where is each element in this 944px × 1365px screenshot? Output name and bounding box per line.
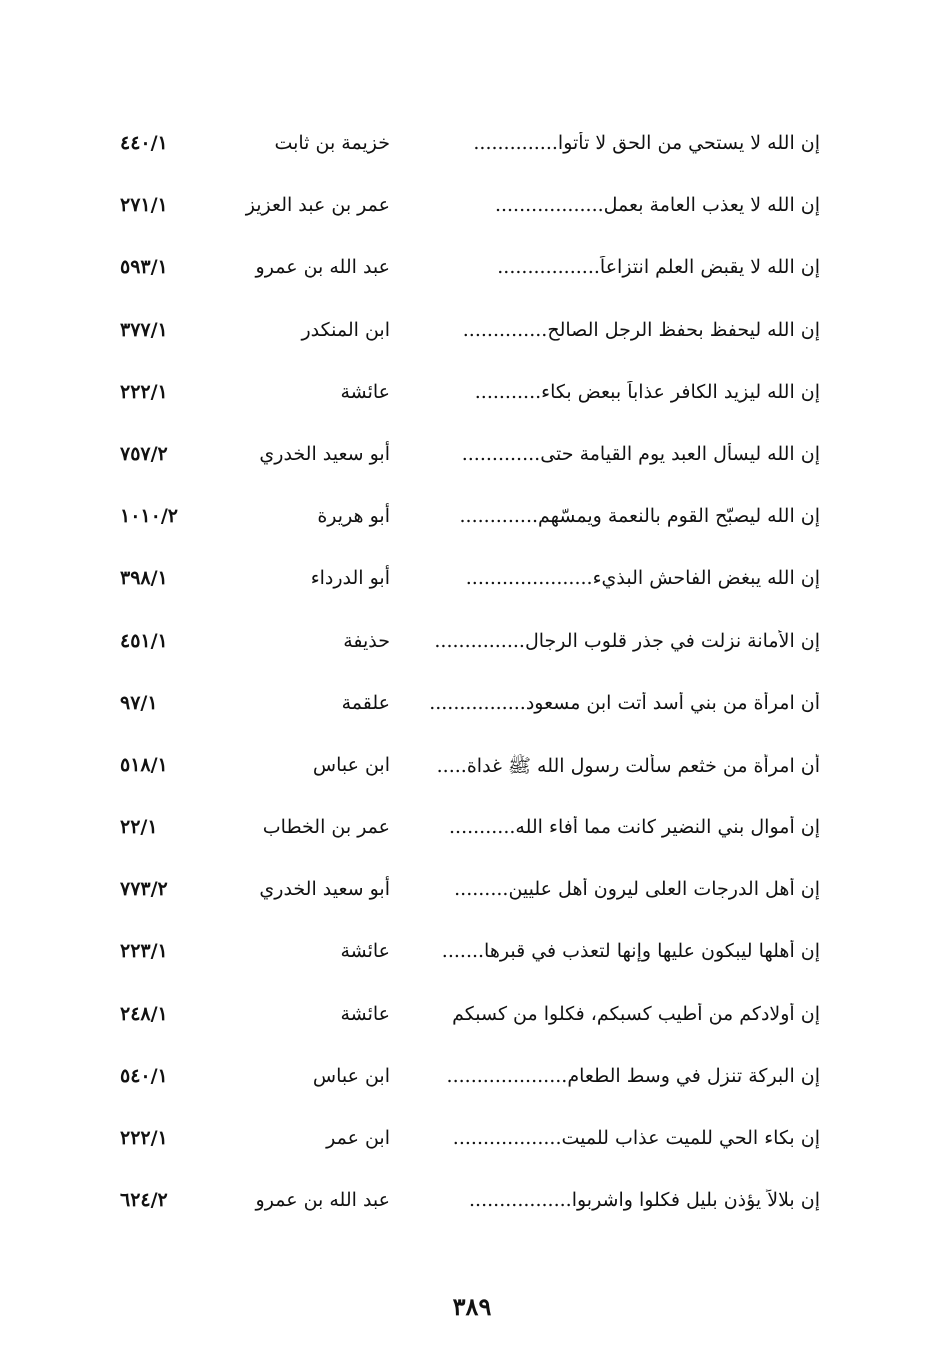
index-entry xyxy=(120,930,820,992)
narrator-name: خزيمة بن ثابت xyxy=(274,132,390,154)
hadith-text: إن الله لا يقبض العلم انتزاعاً................. xyxy=(497,256,820,279)
hadith-text: إن أولادكم من أطيب كسبكم، فكلوا من كسبكم xyxy=(452,1002,820,1025)
index-entry xyxy=(120,495,820,557)
narrator-name: حذيفة xyxy=(343,629,390,652)
volume-page-ref: ٤٤٠/١ xyxy=(120,132,168,154)
narrator-name: ابن عمر xyxy=(326,1127,390,1149)
narrator-name: عبد الله بن عمرو xyxy=(255,256,390,279)
index-entry xyxy=(120,1117,820,1179)
narrator-name: علقمة xyxy=(341,691,390,714)
hadith-text: أن امرأة من خثعم سألت رسول الله ﷺ غداة..... xyxy=(436,754,820,777)
index-entry xyxy=(120,557,820,619)
narrator-name: عائشة xyxy=(340,1002,390,1025)
hadith-text: إن البركة تنزل في وسط الطعام.................... xyxy=(446,1064,820,1087)
narrator-name: عائشة xyxy=(340,940,390,963)
volume-page-ref: ٦٢٤/٢ xyxy=(120,1189,168,1212)
volume-page-ref: ٥٤٠/١ xyxy=(120,1064,168,1087)
index-entry xyxy=(120,246,820,308)
volume-page-ref: ١٠١٠/٢ xyxy=(120,505,178,528)
hadith-text: إن أهل الدرجات العلى ليرون أهل عليين......... xyxy=(454,878,820,901)
narrator-name: أبو سعيد الخدري xyxy=(259,878,390,901)
index-entry xyxy=(120,806,820,868)
volume-page-ref: ٥٩٣/١ xyxy=(120,256,168,279)
index-entry xyxy=(120,371,820,433)
index-entry xyxy=(120,1055,820,1117)
volume-page-ref: ٧٥٧/٢ xyxy=(120,442,168,465)
hadith-text: إن الله ليسأل العبد يوم القيامة حتى............. xyxy=(461,442,820,465)
hadith-text: أن امرأة من بني أسد أتت ابن مسعود................ xyxy=(429,691,820,714)
hadith-text: إن الله يبغض الفاحش البذيء..................... xyxy=(465,567,820,590)
narrator-name: أبو هريرة xyxy=(317,505,390,528)
hadith-text: إن الله ليصبّح القوم بالنعمة ويمسّهم............. xyxy=(459,505,820,528)
narrator-name: ابن المنكدر xyxy=(301,318,390,341)
narrator-name: عمر بن عبد العزيز xyxy=(245,194,390,217)
narrator-name: أبو سعيد الخدري xyxy=(259,442,390,465)
volume-page-ref: ٣٧٧/١ xyxy=(120,318,168,341)
index-entry xyxy=(120,993,820,1055)
index-entry xyxy=(120,184,820,246)
volume-page-ref: ٢٢٢/١ xyxy=(120,1127,168,1149)
hadith-text: إن بكاء الحي للميت عذاب للميت.................. xyxy=(452,1127,820,1149)
volume-page-ref: ٢٧١/١ xyxy=(120,194,168,217)
hadith-text: إن أهلها ليبكون عليها وإنها لتعذب في قبرها....... xyxy=(441,940,820,963)
index-entry xyxy=(120,620,820,682)
narrator-name: ابن عباس xyxy=(312,753,390,776)
index-entry xyxy=(120,868,820,930)
index-entry xyxy=(120,433,820,495)
narrator-name: عائشة xyxy=(340,380,390,403)
hadith-text: إن الله لا يستحي من الحق لا تأتوا.............. xyxy=(473,132,820,154)
volume-page-ref: ٩٧/١ xyxy=(120,691,158,714)
index-entry xyxy=(120,744,820,806)
volume-page-ref: ٢٢٣/١ xyxy=(120,940,168,963)
index-entry xyxy=(120,309,820,371)
narrator-name: أبو الدرداء xyxy=(310,567,390,590)
narrator-name: عمر بن الخطاب xyxy=(262,816,390,839)
volume-page-ref: ٢٢/١ xyxy=(120,816,158,839)
index-entry xyxy=(120,122,820,184)
volume-page-ref: ٤٥١/١ xyxy=(120,629,168,652)
page-number: ٣٨٩ xyxy=(452,1292,492,1321)
hadith-text: إن بلالاً يؤذن بليل فكلوا واشربوا................. xyxy=(469,1189,820,1212)
hadith-text: إن الله لا يعذب العامة بعمل.................. xyxy=(494,194,820,217)
narrator-name: ابن عباس xyxy=(312,1064,390,1087)
hadith-index-list xyxy=(120,122,820,1241)
hadith-text: إن الله ليحفظ بحفظ الرجل الصالح.............. xyxy=(462,318,820,341)
narrator-name: عبد الله بن عمرو xyxy=(255,1189,390,1212)
volume-page-ref: ٣٩٨/١ xyxy=(120,567,168,590)
volume-page-ref: ٥١٨/١ xyxy=(120,753,168,776)
index-entry xyxy=(120,1179,820,1241)
volume-page-ref: ٢٤٨/١ xyxy=(120,1002,168,1025)
hadith-text: إن أموال بني النضير كانت مما أفاء الله........... xyxy=(448,816,820,839)
index-entry xyxy=(120,682,820,744)
hadith-text: إن الأمانة نزلت في جذر قلوب الرجال............... xyxy=(434,629,820,652)
hadith-text: إن الله ليزيد الكافر عذاباً ببعض بكاء........... xyxy=(474,380,820,403)
volume-page-ref: ٧٧٣/٢ xyxy=(120,878,168,901)
volume-page-ref: ٢٢٢/١ xyxy=(120,380,168,403)
